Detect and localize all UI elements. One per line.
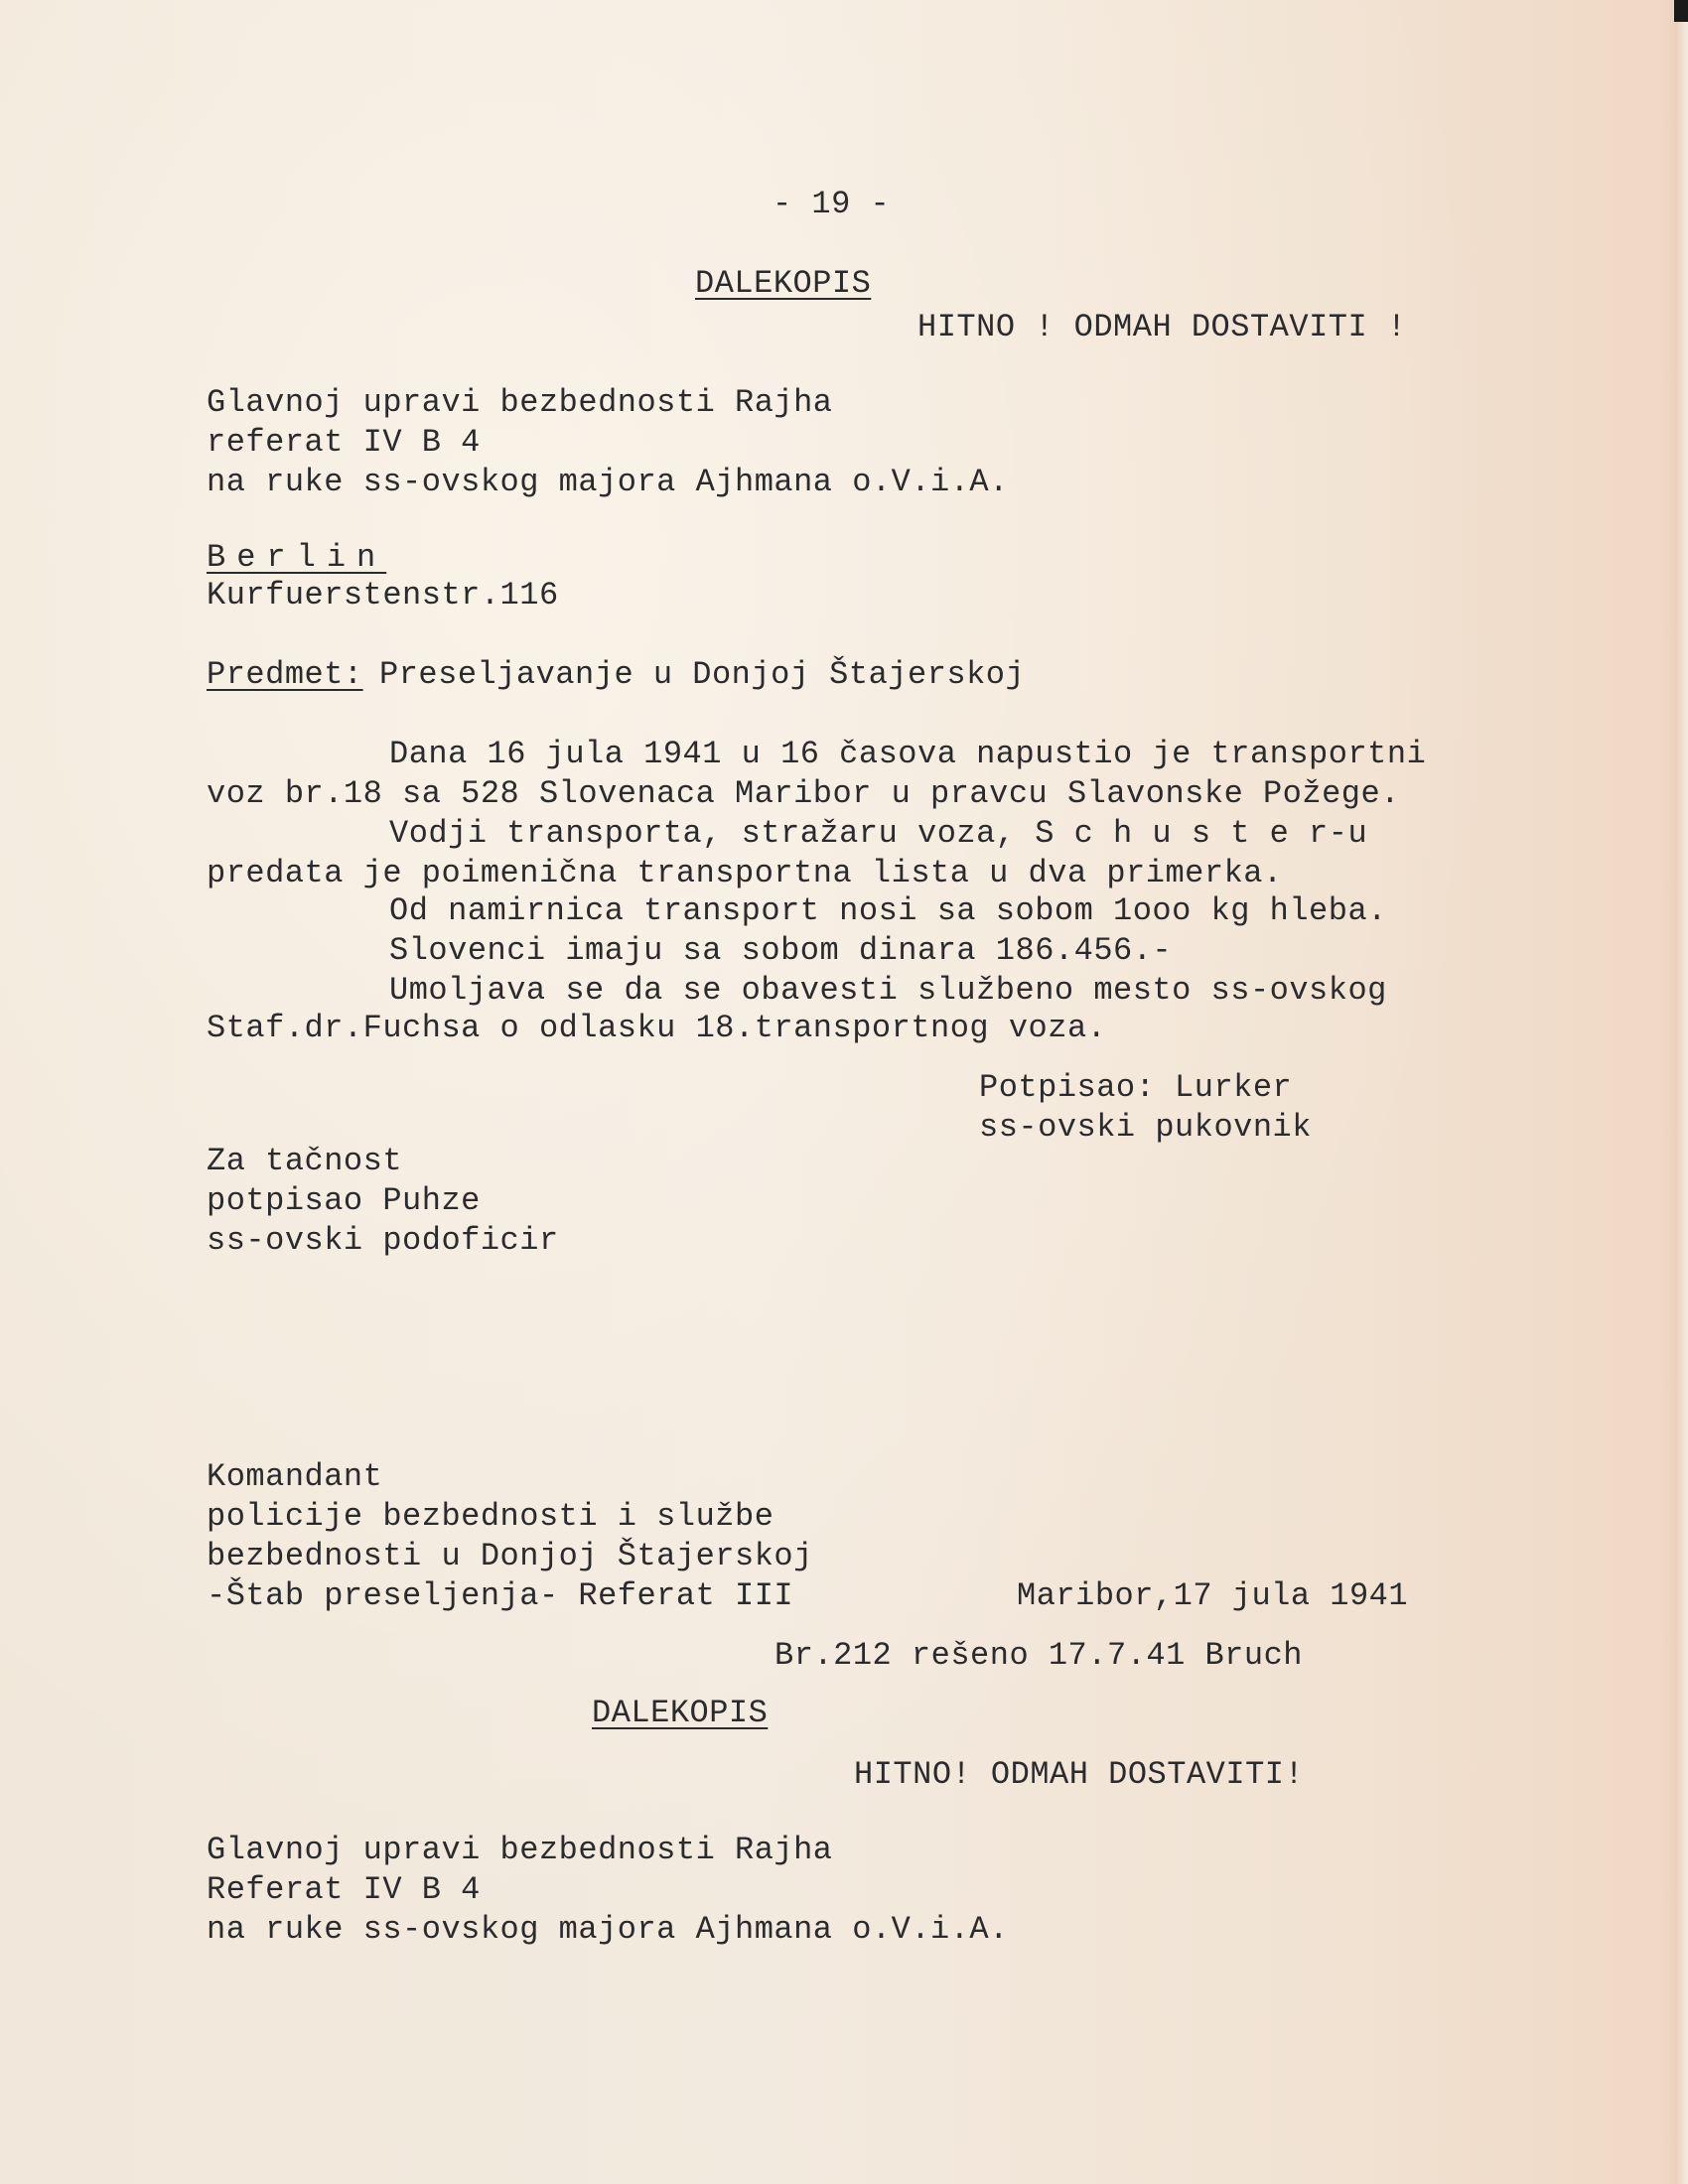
telex1-certification-line-2: potpisao Puhze bbox=[207, 1182, 481, 1219]
telex1-certification-line-3: ss-ovski podoficir bbox=[207, 1222, 559, 1259]
telex1-signature-line-2: ss-ovski pukovnik bbox=[979, 1109, 1312, 1146]
sender-line-2: policije bezbednosti i službe bbox=[207, 1498, 774, 1535]
telex1-street: Kurfuerstenstr.116 bbox=[207, 577, 559, 614]
telex1-body-line-6: Slovenci imaju sa sobom dinara 186.456.- bbox=[389, 932, 1173, 969]
telex1-recipient-line-3: na ruke ss-ovskog majora Ajhmana o.V.i.A. bbox=[207, 464, 1009, 500]
page-edge-shadow bbox=[1660, 0, 1688, 2184]
telex1-heading: DALEKOPIS bbox=[695, 265, 872, 302]
telex1-body-line-1: Dana 16 jula 1941 u 16 časova napustio je transportni bbox=[389, 736, 1427, 772]
telex1-urgent: HITNO ! ODMAH DOSTAVITI ! bbox=[917, 309, 1407, 345]
telex1-subject-text: Preseljavanje u Donjoj Štajerskoj bbox=[379, 656, 1026, 693]
telex2-urgent: HITNO! ODMAH DOSTAVITI! bbox=[854, 1756, 1305, 1793]
telex2-heading: DALEKOPIS bbox=[592, 1695, 769, 1731]
sender-line-1: Komandant bbox=[207, 1458, 383, 1495]
telex1-city: Berlin bbox=[207, 539, 387, 576]
corner-mark bbox=[1674, 0, 1688, 22]
telex2-recipient-line-1: Glavnoj upravi bezbednosti Rajha bbox=[207, 1832, 833, 1868]
telex1-body-line-3: Vodji transporta, stražaru voza, S c h u s t e r-u bbox=[389, 815, 1368, 852]
sender-reference: Br.212 rešeno 17.7.41 Bruch bbox=[774, 1637, 1303, 1674]
telex1-body-line-5: Od namirnica transport nosi sa sobom 1ooo kg hleba. bbox=[389, 892, 1387, 929]
telex1-body-line-2: voz br.18 sa 528 Slovenaca Maribor u pravcu Slavonske Požege. bbox=[207, 775, 1400, 812]
telex1-body-line-7: Umoljava se da se obavesti službeno mesto ss-ovskog bbox=[389, 972, 1387, 1009]
telex2-recipient-line-3: na ruke ss-ovskog majora Ajhmana o.V.i.A. bbox=[207, 1911, 1009, 1948]
telex1-subject-label: Predmet: bbox=[207, 656, 363, 693]
telex1-recipient-line-2: referat IV B 4 bbox=[207, 424, 481, 461]
sender-place-date: Maribor,17 jula 1941 bbox=[1017, 1577, 1409, 1614]
sender-line-3: bezbednosti u Donjoj Štajerskoj bbox=[207, 1538, 813, 1574]
telex1-body-line-4: predata je poimenična transportna lista u dva primerka. bbox=[207, 855, 1283, 891]
telex2-recipient-line-2: Referat IV B 4 bbox=[207, 1871, 481, 1908]
sender-line-4: -Štab preseljenja- Referat III bbox=[207, 1577, 794, 1614]
telex1-body-line-8: Staf.dr.Fuchsa o odlasku 18.transportnog voza. bbox=[207, 1010, 1107, 1046]
telex1-signature-line-1: Potpisao: Lurker bbox=[979, 1069, 1293, 1106]
telex1-certification-line-1: Za tačnost bbox=[207, 1143, 403, 1179]
page-number: - 19 - bbox=[773, 186, 891, 222]
telex1-recipient-line-1: Glavnoj upravi bezbednosti Rajha bbox=[207, 384, 833, 421]
